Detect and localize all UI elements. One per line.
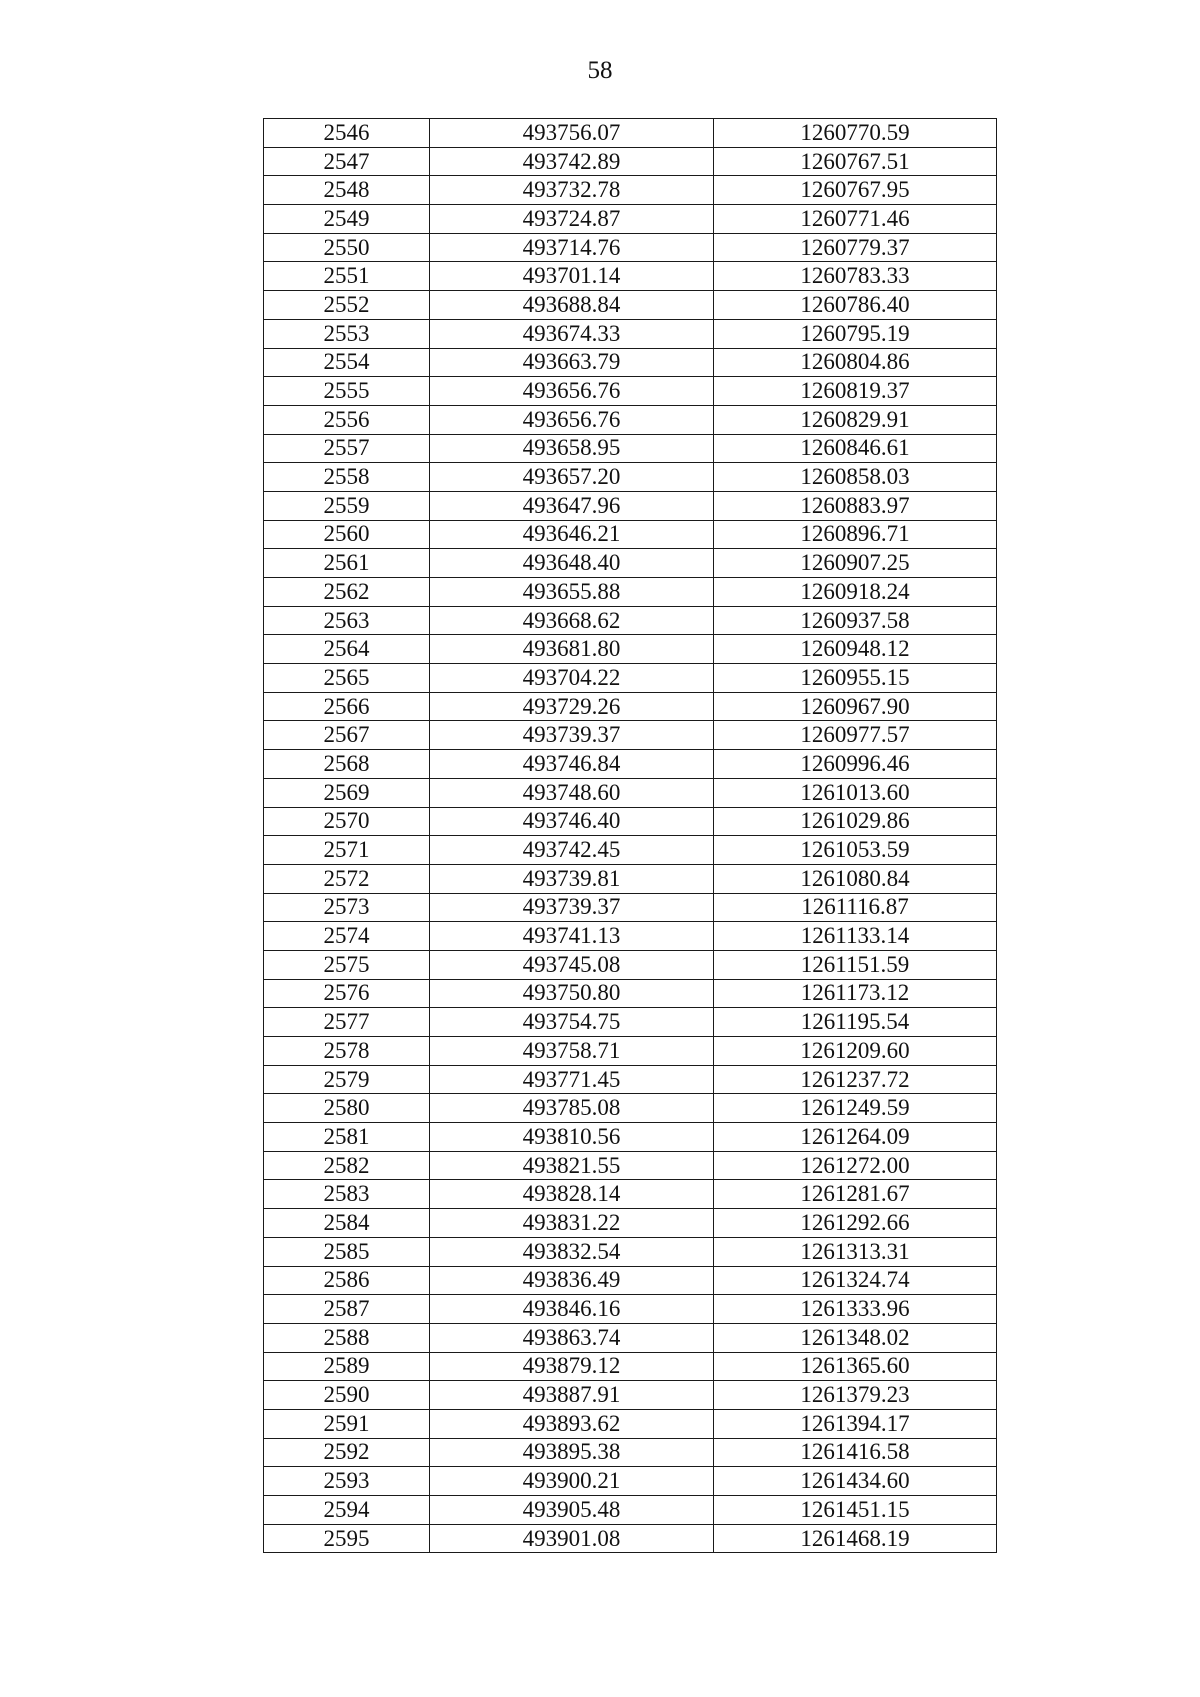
- table-body: [264, 119, 997, 1553]
- point-number-cell: 2587: [264, 1295, 430, 1324]
- coordinates-table: [263, 118, 997, 1553]
- y-coordinate-cell: 1260883.97: [714, 491, 997, 520]
- table-row: [264, 205, 997, 234]
- x-coordinate-cell: 493729.26: [430, 692, 714, 721]
- y-coordinate-cell: 1261281.67: [714, 1180, 997, 1209]
- x-coordinate-cell: 493846.16: [430, 1295, 714, 1324]
- table-row: [264, 778, 997, 807]
- point-number-cell: 2588: [264, 1323, 430, 1352]
- point-number-cell: 2568: [264, 750, 430, 779]
- table-row: [264, 1065, 997, 1094]
- point-number-cell: 2549: [264, 205, 430, 234]
- table-row: [264, 147, 997, 176]
- point-number-cell: 2567: [264, 721, 430, 750]
- x-coordinate-cell: 493724.87: [430, 205, 714, 234]
- point-number-cell: 2572: [264, 864, 430, 893]
- table-row: [264, 1381, 997, 1410]
- table-row: [264, 606, 997, 635]
- y-coordinate-cell: 1261365.60: [714, 1352, 997, 1381]
- table-row: [264, 119, 997, 148]
- x-coordinate-cell: 493739.81: [430, 864, 714, 893]
- table-row: [264, 864, 997, 893]
- x-coordinate-cell: 493655.88: [430, 578, 714, 607]
- point-number-cell: 2555: [264, 377, 430, 406]
- y-coordinate-cell: 1260771.46: [714, 205, 997, 234]
- table-row: [264, 233, 997, 262]
- y-coordinate-cell: 1261468.19: [714, 1524, 997, 1553]
- table-row: [264, 348, 997, 377]
- table-row: [264, 893, 997, 922]
- y-coordinate-cell: 1260783.33: [714, 262, 997, 291]
- table-row: [264, 836, 997, 865]
- table-row: [264, 434, 997, 463]
- table-row: [264, 520, 997, 549]
- y-coordinate-cell: 1260967.90: [714, 692, 997, 721]
- x-coordinate-cell: 493905.48: [430, 1496, 714, 1525]
- y-coordinate-cell: 1261151.59: [714, 950, 997, 979]
- table-row: [264, 1409, 997, 1438]
- y-coordinate-cell: 1260795.19: [714, 319, 997, 348]
- point-number-cell: 2585: [264, 1237, 430, 1266]
- table-row: [264, 1438, 997, 1467]
- y-coordinate-cell: 1261313.31: [714, 1237, 997, 1266]
- y-coordinate-cell: 1260846.61: [714, 434, 997, 463]
- point-number-cell: 2552: [264, 291, 430, 320]
- x-coordinate-cell: 493750.80: [430, 979, 714, 1008]
- point-number-cell: 2553: [264, 319, 430, 348]
- x-coordinate-cell: 493688.84: [430, 291, 714, 320]
- x-coordinate-cell: 493745.08: [430, 950, 714, 979]
- point-number-cell: 2580: [264, 1094, 430, 1123]
- x-coordinate-cell: 493647.96: [430, 491, 714, 520]
- point-number-cell: 2563: [264, 606, 430, 635]
- x-coordinate-cell: 493742.45: [430, 836, 714, 865]
- x-coordinate-cell: 493668.62: [430, 606, 714, 635]
- x-coordinate-cell: 493681.80: [430, 635, 714, 664]
- x-coordinate-cell: 493739.37: [430, 893, 714, 922]
- x-coordinate-cell: 493674.33: [430, 319, 714, 348]
- x-coordinate-cell: 493900.21: [430, 1467, 714, 1496]
- point-number-cell: 2565: [264, 664, 430, 693]
- y-coordinate-cell: 1261272.00: [714, 1151, 997, 1180]
- point-number-cell: 2576: [264, 979, 430, 1008]
- x-coordinate-cell: 493704.22: [430, 664, 714, 693]
- x-coordinate-cell: 493901.08: [430, 1524, 714, 1553]
- y-coordinate-cell: 1260804.86: [714, 348, 997, 377]
- point-number-cell: 2593: [264, 1467, 430, 1496]
- point-number-cell: 2569: [264, 778, 430, 807]
- x-coordinate-cell: 493832.54: [430, 1237, 714, 1266]
- point-number-cell: 2554: [264, 348, 430, 377]
- point-number-cell: 2564: [264, 635, 430, 664]
- point-number-cell: 2578: [264, 1037, 430, 1066]
- table-row: [264, 664, 997, 693]
- x-coordinate-cell: 493887.91: [430, 1381, 714, 1410]
- x-coordinate-cell: 493746.84: [430, 750, 714, 779]
- y-coordinate-cell: 1260829.91: [714, 405, 997, 434]
- y-coordinate-cell: 1261348.02: [714, 1323, 997, 1352]
- x-coordinate-cell: 493785.08: [430, 1094, 714, 1123]
- x-coordinate-cell: 493748.60: [430, 778, 714, 807]
- table-row: [264, 319, 997, 348]
- point-number-cell: 2556: [264, 405, 430, 434]
- x-coordinate-cell: 493895.38: [430, 1438, 714, 1467]
- y-coordinate-cell: 1261237.72: [714, 1065, 997, 1094]
- point-number-cell: 2584: [264, 1209, 430, 1238]
- table-row: [264, 549, 997, 578]
- table-row: [264, 1151, 997, 1180]
- y-coordinate-cell: 1261133.14: [714, 922, 997, 951]
- x-coordinate-cell: 493701.14: [430, 262, 714, 291]
- y-coordinate-cell: 1260779.37: [714, 233, 997, 262]
- y-coordinate-cell: 1261013.60: [714, 778, 997, 807]
- point-number-cell: 2570: [264, 807, 430, 836]
- x-coordinate-cell: 493742.89: [430, 147, 714, 176]
- table-row: [264, 1094, 997, 1123]
- x-coordinate-cell: 493831.22: [430, 1209, 714, 1238]
- table-row: [264, 692, 997, 721]
- table-row: [264, 721, 997, 750]
- table-row: [264, 979, 997, 1008]
- point-number-cell: 2592: [264, 1438, 430, 1467]
- x-coordinate-cell: 493746.40: [430, 807, 714, 836]
- x-coordinate-cell: 493893.62: [430, 1409, 714, 1438]
- table-row: [264, 1295, 997, 1324]
- table-row: [264, 1352, 997, 1381]
- x-coordinate-cell: 493879.12: [430, 1352, 714, 1381]
- y-coordinate-cell: 1260896.71: [714, 520, 997, 549]
- y-coordinate-cell: 1261116.87: [714, 893, 997, 922]
- y-coordinate-cell: 1260977.57: [714, 721, 997, 750]
- table-row: [264, 635, 997, 664]
- y-coordinate-cell: 1261173.12: [714, 979, 997, 1008]
- x-coordinate-cell: 493732.78: [430, 176, 714, 205]
- point-number-cell: 2579: [264, 1065, 430, 1094]
- point-number-cell: 2546: [264, 119, 430, 148]
- y-coordinate-cell: 1261029.86: [714, 807, 997, 836]
- y-coordinate-cell: 1260767.95: [714, 176, 997, 205]
- x-coordinate-cell: 493821.55: [430, 1151, 714, 1180]
- y-coordinate-cell: 1260955.15: [714, 664, 997, 693]
- point-number-cell: 2590: [264, 1381, 430, 1410]
- table-row: [264, 950, 997, 979]
- point-number-cell: 2594: [264, 1496, 430, 1525]
- point-number-cell: 2582: [264, 1151, 430, 1180]
- x-coordinate-cell: 493756.07: [430, 119, 714, 148]
- point-number-cell: 2595: [264, 1524, 430, 1553]
- point-number-cell: 2575: [264, 950, 430, 979]
- point-number-cell: 2586: [264, 1266, 430, 1295]
- point-number-cell: 2583: [264, 1180, 430, 1209]
- y-coordinate-cell: 1261053.59: [714, 836, 997, 865]
- y-coordinate-cell: 1261195.54: [714, 1008, 997, 1037]
- y-coordinate-cell: 1261451.15: [714, 1496, 997, 1525]
- y-coordinate-cell: 1260918.24: [714, 578, 997, 607]
- x-coordinate-cell: 493863.74: [430, 1323, 714, 1352]
- point-number-cell: 2558: [264, 463, 430, 492]
- table-row: [264, 1209, 997, 1238]
- point-number-cell: 2547: [264, 147, 430, 176]
- x-coordinate-cell: 493758.71: [430, 1037, 714, 1066]
- table-row: [264, 1266, 997, 1295]
- point-number-cell: 2548: [264, 176, 430, 205]
- y-coordinate-cell: 1260948.12: [714, 635, 997, 664]
- table-row: [264, 291, 997, 320]
- y-coordinate-cell: 1261292.66: [714, 1209, 997, 1238]
- x-coordinate-cell: 493656.76: [430, 405, 714, 434]
- page-number: 58: [587, 57, 613, 84]
- y-coordinate-cell: 1261324.74: [714, 1266, 997, 1295]
- y-coordinate-cell: 1260767.51: [714, 147, 997, 176]
- point-number-cell: 2577: [264, 1008, 430, 1037]
- point-number-cell: 2589: [264, 1352, 430, 1381]
- table-row: [264, 262, 997, 291]
- y-coordinate-cell: 1261434.60: [714, 1467, 997, 1496]
- point-number-cell: 2581: [264, 1123, 430, 1152]
- y-coordinate-cell: 1260937.58: [714, 606, 997, 635]
- x-coordinate-cell: 493646.21: [430, 520, 714, 549]
- x-coordinate-cell: 493771.45: [430, 1065, 714, 1094]
- table-row: [264, 1323, 997, 1352]
- x-coordinate-cell: 493657.20: [430, 463, 714, 492]
- point-number-cell: 2573: [264, 893, 430, 922]
- table-row: [264, 405, 997, 434]
- x-coordinate-cell: 493828.14: [430, 1180, 714, 1209]
- x-coordinate-cell: 493754.75: [430, 1008, 714, 1037]
- point-number-cell: 2561: [264, 549, 430, 578]
- y-coordinate-cell: 1261333.96: [714, 1295, 997, 1324]
- table-row: [264, 578, 997, 607]
- y-coordinate-cell: 1261416.58: [714, 1438, 997, 1467]
- y-coordinate-cell: 1260770.59: [714, 119, 997, 148]
- x-coordinate-cell: 493658.95: [430, 434, 714, 463]
- table-row: [264, 1123, 997, 1152]
- table-row: [264, 1524, 997, 1553]
- table-row: [264, 176, 997, 205]
- y-coordinate-cell: 1260786.40: [714, 291, 997, 320]
- x-coordinate-cell: 493663.79: [430, 348, 714, 377]
- x-coordinate-cell: 493810.56: [430, 1123, 714, 1152]
- table-row: [264, 377, 997, 406]
- y-coordinate-cell: 1261394.17: [714, 1409, 997, 1438]
- x-coordinate-cell: 493741.13: [430, 922, 714, 951]
- x-coordinate-cell: 493648.40: [430, 549, 714, 578]
- table-row: [264, 922, 997, 951]
- y-coordinate-cell: 1260819.37: [714, 377, 997, 406]
- table-row: [264, 1467, 997, 1496]
- y-coordinate-cell: 1261379.23: [714, 1381, 997, 1410]
- table-row: [264, 1180, 997, 1209]
- y-coordinate-cell: 1261249.59: [714, 1094, 997, 1123]
- table-row: [264, 1496, 997, 1525]
- point-number-cell: 2557: [264, 434, 430, 463]
- x-coordinate-cell: 493714.76: [430, 233, 714, 262]
- y-coordinate-cell: 1261080.84: [714, 864, 997, 893]
- point-number-cell: 2559: [264, 491, 430, 520]
- y-coordinate-cell: 1260907.25: [714, 549, 997, 578]
- y-coordinate-cell: 1260996.46: [714, 750, 997, 779]
- point-number-cell: 2566: [264, 692, 430, 721]
- point-number-cell: 2550: [264, 233, 430, 262]
- x-coordinate-cell: 493836.49: [430, 1266, 714, 1295]
- table-row: [264, 1237, 997, 1266]
- point-number-cell: 2551: [264, 262, 430, 291]
- y-coordinate-cell: 1261209.60: [714, 1037, 997, 1066]
- point-number-cell: 2574: [264, 922, 430, 951]
- y-coordinate-cell: 1260858.03: [714, 463, 997, 492]
- x-coordinate-cell: 493656.76: [430, 377, 714, 406]
- x-coordinate-cell: 493739.37: [430, 721, 714, 750]
- table-row: [264, 491, 997, 520]
- point-number-cell: 2560: [264, 520, 430, 549]
- point-number-cell: 2571: [264, 836, 430, 865]
- table-row: [264, 463, 997, 492]
- point-number-cell: 2591: [264, 1409, 430, 1438]
- table-row: [264, 750, 997, 779]
- point-number-cell: 2562: [264, 578, 430, 607]
- y-coordinate-cell: 1261264.09: [714, 1123, 997, 1152]
- table-row: [264, 807, 997, 836]
- table-row: [264, 1037, 997, 1066]
- table-row: [264, 1008, 997, 1037]
